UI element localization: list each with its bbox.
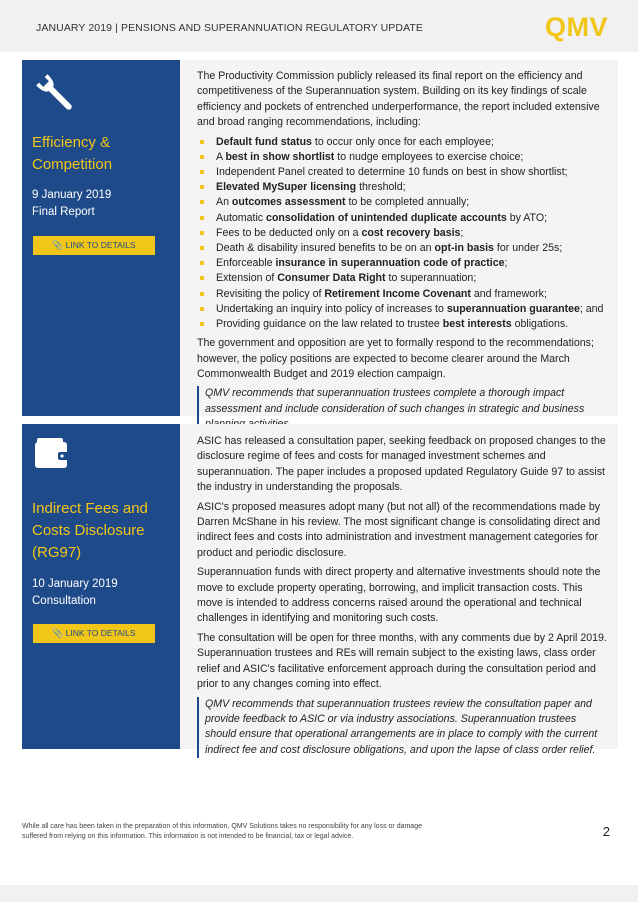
list-item: Death & disability insured benefits to be on an opt-in basis for under 25s;: [197, 241, 607, 256]
wallet-icon: [34, 436, 70, 475]
list-item: Revisiting the policy of Retirement Income Covenant and framework;: [197, 287, 607, 302]
section-date: 9 January 2019 Final Report: [32, 189, 112, 218]
section-efficiency-competition: [22, 60, 618, 416]
paperclip-icon: 📎: [52, 628, 64, 638]
list-item: Elevated MySuper licensing threshold;: [197, 180, 607, 195]
section-indirect-fees: [22, 424, 618, 756]
section-sidebar: [22, 424, 180, 749]
disclaimer: While all care has been taken in the preparation of this information, QMV Solutions takes no responsibility for any loss or damage suffered from relying on this information. This information is not intended to be financial, tax or legal advice.: [22, 823, 422, 840]
qmv-logo: QMV: [544, 12, 608, 42]
list-item: Independent Panel created to determine 10 funds on best in show shortlist;: [197, 165, 607, 180]
recommendations-list: [197, 135, 607, 333]
footer-bar: [0, 885, 638, 902]
page-header: [0, 0, 638, 52]
section-title: Efficiency & Competition: [32, 134, 113, 173]
paragraph-1: ASIC has released a consultation paper, seeking feedback on proposed changes to the disclosure regime of fees and costs for managed investment schemes and superannuation. The paper includes a proposed updated Regulatory Guide 97 to assist the industry in understanding the proposals.: [197, 435, 606, 494]
section-sidebar: [22, 60, 180, 416]
section-content: [197, 434, 607, 762]
list-item: Enforceable insurance in superannuation code of practice;: [197, 256, 607, 271]
paperclip-icon: 📎: [52, 240, 64, 250]
response-paragraph: The government and opposition are yet to formally respond to the recommendations; however, the policy positions are expected to become clearer around the March Commonwealth Budget and 2019 election campaign.: [197, 337, 594, 381]
section-date: 10 January 2019 Consultation: [32, 578, 118, 607]
list-item: A best in show shortlist to nudge employees to exercise choice;: [197, 150, 607, 165]
paragraph-4: The consultation will be open for three months, with any comments due by 2 April 2019. Superannuation trustees and REs will remain subject to the existing laws, class order relief and ASIC's facilitative enforcement approach during the consultation period and prior to any changes coming into effect.: [197, 631, 607, 691]
paragraph-3: Superannuation funds with direct property and alternative investments should note the move to exclude property operating, borrowing, and implicit transaction costs. This move is intended to address concerns raised around the operational and technical challenges in identifying and monitoring such costs.: [197, 566, 601, 625]
header-title: JANUARY 2019 | PENSIONS AND SUPERANNUATION REGULATORY UPDATE: [36, 22, 424, 34]
page-number: 2: [602, 824, 610, 839]
qmv-recommendation: QMV recommends that superannuation trustees review the consultation paper and provide feedback to ASIC or via industry associations. Superannuation trustees should ensure that operational arrangements are in place to comply with the current indirect fee and cost disclosure obligations, and upon the lapse of class order relief.: [197, 697, 607, 759]
list-item: An outcomes assessment to be completed annually;: [197, 195, 607, 210]
link-to-details-button[interactable]: 📎 LINK TO DETAILS: [33, 624, 155, 643]
list-item: Fees to be deducted only on a cost recovery basis;: [197, 226, 607, 241]
link-to-details-button[interactable]: 📎 LINK TO DETAILS: [33, 236, 155, 255]
wrench-icon: [32, 70, 80, 123]
list-item: Providing guidance on the law related to trustee best interests obligations.: [197, 317, 607, 332]
section-title: Indirect Fees and Costs Disclosure (RG97): [32, 500, 148, 561]
qmv-recommendation: QMV recommends that superannuation trustees complete a thorough impact assessment and include consideration of such changes in strategic and business: [197, 386, 607, 432]
list-item: Extension of Consumer Data Right to superannuation;: [197, 271, 607, 286]
section-content: [197, 69, 607, 437]
intro-paragraph: The Productivity Commission publicly released its final report on the efficiency and competitiveness of the Superannuation system. Building on its key findings of scale efficiency and pockets of entrenched underperformance, the report included extensive and broad ranging recommendations, including:: [197, 70, 600, 129]
list-item: Default fund status to occur only once for each employee;: [197, 135, 607, 150]
list-item: Automatic consolidation of unintended duplicate accounts by ATO;: [197, 211, 607, 226]
paragraph-2: ASIC's proposed measures adopt many (but not all) of the recommendations made by Darren McShane in his review. The most significant change is consolidating direct and indirect fees and costs into administration and investment management categories for product and periodic disclosure.: [197, 500, 601, 559]
list-item: Undertaking an inquiry into policy of increases to superannuation guarantee; and: [197, 302, 607, 317]
